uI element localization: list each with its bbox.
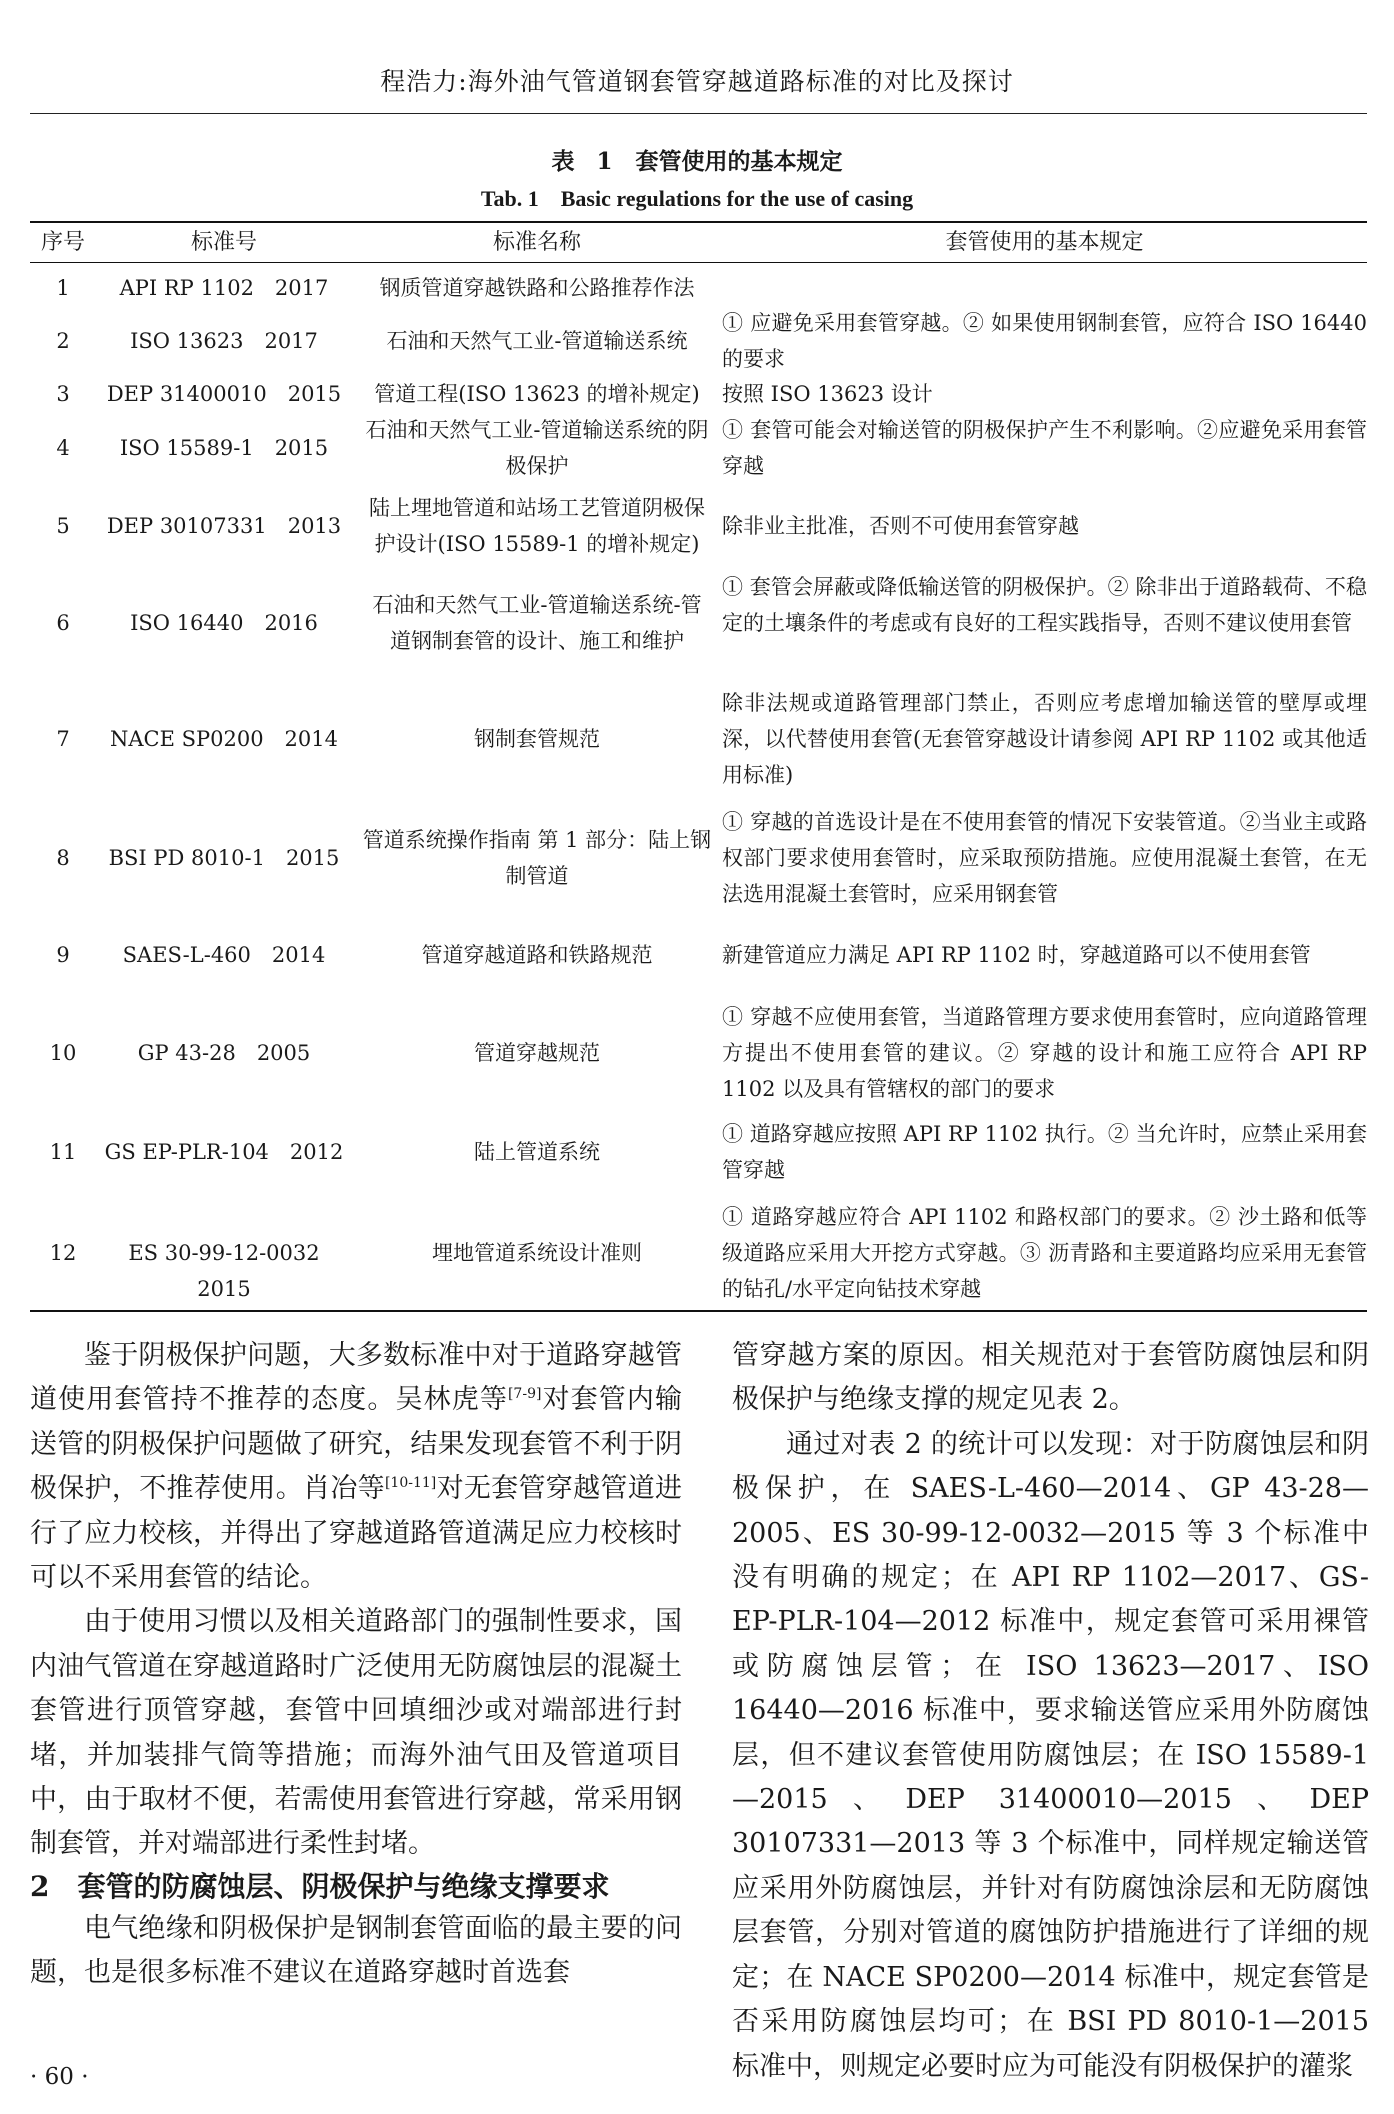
row-10-code: GP 43-28 2005 (137, 1041, 311, 1065)
body-column-right (732, 1334, 1369, 2089)
page-number: · 60 · (30, 2064, 89, 2090)
row-12-name: 埋地管道系统设计准则 (432, 1241, 642, 1265)
row-12-code: ES 30-99-12-0032 2015 (128, 1241, 341, 1301)
running-title: 程浩力:海外油气管道钢套管穿越道路标准的对比及探讨 (380, 67, 1014, 96)
row-9-no: 9 (56, 943, 70, 967)
row-11-no: 11 (49, 1140, 77, 1164)
citation: [7-9] (507, 1386, 542, 1403)
row-6-code: ISO 16440 2016 (130, 611, 318, 635)
row-7-rule: 除非法规或道路管理部门禁止，否则应考虑增加输送管的壁厚或埋深，以代替使用套管(无套管穿越设计请参阅 API RP 1102 或其他适用标准) (722, 691, 1367, 787)
row-3-rule: 按照 ISO 13623 设计 (722, 382, 933, 406)
row-11-rule: ① 道路穿越应按照 API RP 1102 执行。② 当允许时，应禁止采用套管穿越 (722, 1122, 1367, 1182)
row-1-code: API RP 1102 2017 (119, 276, 329, 300)
row-5-rule: 除非业主批准，否则不可使用套管穿越 (722, 514, 1079, 538)
table-title-cn: 表 1 套管使用的基本规定 (551, 148, 843, 175)
row-2-name: 石油和天然气工业-管道输送系统 (386, 329, 688, 353)
table-bottom-rule (30, 1310, 1367, 1312)
paragraph-table2-summary: 通过对表 2 的统计可以发现：对于防腐蚀层和阴极保护，在 SAES-L-460—2014、GP 43-28—2005、ES 30-99-12-0032—2015 等 3 个标准中没有明确的规定；在 API RP 1102—2017、GS-EP-PLR-104—2012 标准中，规定套管可采用裸管或防腐蚀层管；在 ISO 13623—2017、ISO 16440—2016 标准中，要求输送管应采用外防腐蚀层，但不建议套管使用防腐蚀层；在 ISO 15589-1—2015、DEP 31400010—2015、DEP 30107331—2013 等 3 个标准中，同样规定输送管应采用外防腐蚀层，并针对有防腐蚀涂层和无防腐蚀层套管，分别对管道的腐蚀防护措施进行了详细的规定；在 NACE SP0200—2014 标准中，规定套管是否采用防腐蚀层均可；在 BSI PD 8010-1—2015 标准中，则规定必要时应为可能没有阴极保护的灌浆 (732, 1428, 1369, 2082)
row-8-code: BSI PD 8010-1 2015 (108, 846, 340, 870)
row-5-code: DEP 30107331 2013 (106, 514, 342, 538)
row-1-name: 钢质管道穿越铁路和公路推荐作法 (379, 276, 695, 300)
row-6-name: 石油和天然气工业-管道输送系统-管道钢制套管的设计、施工和维护 (372, 593, 702, 653)
citation: [10-11] (384, 1475, 437, 1492)
row-6-rule: ① 套管会屏蔽或降低输送管的阴极保护。② 除非出于道路载荷、不稳定的土壤条件的考虑或有良好的工程实践指导，否则不建议使用套管 (722, 575, 1367, 635)
row-10-rule: ① 穿越不应使用套管，当道路管理方要求使用套管时，应向道路管理方提出不使用套管的建议。② 穿越的设计和施工应符合 API RP 1102 以及具有管辖权的部门的要求 (722, 1005, 1367, 1101)
paragraph-electrical-insulation: 电气绝缘和阴极保护是钢制套管面临的最主要的问题，也是很多标准不建议在道路穿越时首选套 (30, 1912, 682, 1989)
row-2-rule: ① 应避免采用套管穿越。② 如果使用钢制套管，应符合 ISO 16440 的要求 (722, 311, 1367, 371)
paragraph-casing-cp (30, 1334, 682, 1600)
row-4-rule: ① 套管可能会对输送管的阴极保护产生不利影响。②应避免采用套管穿越 (722, 418, 1367, 478)
row-3-name: 管道工程(ISO 13623 的增补规定) (374, 382, 700, 406)
row-11-name: 陆上管道系统 (474, 1140, 600, 1164)
row-12-no: 12 (49, 1241, 77, 1265)
row-7-code: NACE SP0200 2014 (109, 727, 339, 751)
row-10-name: 管道穿越规范 (474, 1041, 600, 1065)
paragraph-text: 鉴于阴极保护问题，大多数标准中对于道路穿越管道使用套管持不推荐的态度。吴林虎等 (30, 1340, 682, 1416)
body-column-left (30, 1334, 682, 1996)
row-5-no: 5 (56, 514, 70, 538)
header-rule (30, 113, 1367, 114)
row-12-rule: ① 道路穿越应符合 API 1102 和路权部门的要求。② 沙土路和低等级道路应采用大开挖方式穿越。③ 沥青路和主要道路均应采用无套管的钻孔/水平定向钻技术穿越 (722, 1205, 1367, 1301)
row-4-code: ISO 15589-1 2015 (119, 436, 329, 460)
row-8-no: 8 (56, 846, 70, 870)
row-1-no: 1 (56, 276, 70, 300)
row-9-rule: 新建管道应力满足 API RP 1102 时，穿越道路可以不使用套管 (722, 943, 1311, 967)
paragraph-text: 对无套管穿越管道进行了应力校核，并得出了穿越道路管道满足应力校核时可以不采用套管的结论。 (30, 1473, 683, 1594)
table-top-rule (30, 221, 1367, 223)
row-4-no: 4 (56, 436, 70, 460)
row-3-no: 3 (56, 382, 70, 406)
column-header-no: 序号 (40, 230, 85, 255)
row-7-no: 7 (56, 727, 70, 751)
row-8-rule: ① 穿越的首选设计是在不使用套管的情况下安装管道。②当业主或路权部门要求使用套管时，应采取预防措施。应使用混凝土套管，在无法选用混凝土套管时，应采用钢套管 (722, 810, 1367, 906)
row-11-code: GS EP-PLR-104 2012 (104, 1140, 344, 1164)
paragraph-continuation: 管穿越方案的原因。相关规范对于套管防腐蚀层和阴极保护与绝缘支撑的规定见表 2。 (732, 1340, 1369, 1416)
row-8-name: 管道系统操作指南 第 1 部分：陆上钢制管道 (362, 828, 712, 888)
row-2-code: ISO 13623 2017 (130, 329, 318, 353)
table-header-rule (30, 262, 1367, 263)
table-title-en: Tab. 1 Basic regulations for the use of casing (480, 186, 914, 211)
row-2-no: 2 (56, 329, 70, 353)
row-9-code: SAES-L-460 2014 (122, 943, 326, 967)
row-5-name: 陆上埋地管道和站场工艺管道阴极保护设计(ISO 15589-1 的增补规定) (369, 496, 705, 556)
row-4-name: 石油和天然气工业-管道输送系统的阴极保护 (365, 418, 709, 478)
paragraph-domestic-practice: 由于使用习惯以及相关道路部门的强制性要求，国内油气管道在穿越道路时广泛使用无防腐蚀层的混凝土套管进行顶管穿越，套管中回填细沙或对端部进行封堵，并加装排气筒等措施；而海外油气田及管道项目中，由于取材不便，若需使用套管进行穿越，常采用钢制套管，并对端部进行柔性封堵。 (30, 1606, 682, 1860)
column-header-rule: 套管使用的基本规定 (945, 230, 1144, 255)
column-header-code: 标准号 (190, 230, 257, 255)
row-6-no: 6 (56, 611, 70, 635)
paragraph-text: 对套管内输送管的阴极保护问题做了研究，结果发现套管不利于阴极保护，不推荐使用。肖冶等 (30, 1384, 683, 1505)
column-header-name: 标准名称 (492, 230, 581, 255)
row-3-code: DEP 31400010 2015 (106, 382, 342, 406)
row-7-name: 钢制套管规范 (474, 727, 600, 751)
section-heading: 2 套管的防腐蚀层、阴极保护与绝缘支撑要求 (30, 1869, 610, 1903)
row-9-name: 管道穿越道路和铁路规范 (421, 943, 653, 967)
row-10-no: 10 (49, 1041, 77, 1065)
